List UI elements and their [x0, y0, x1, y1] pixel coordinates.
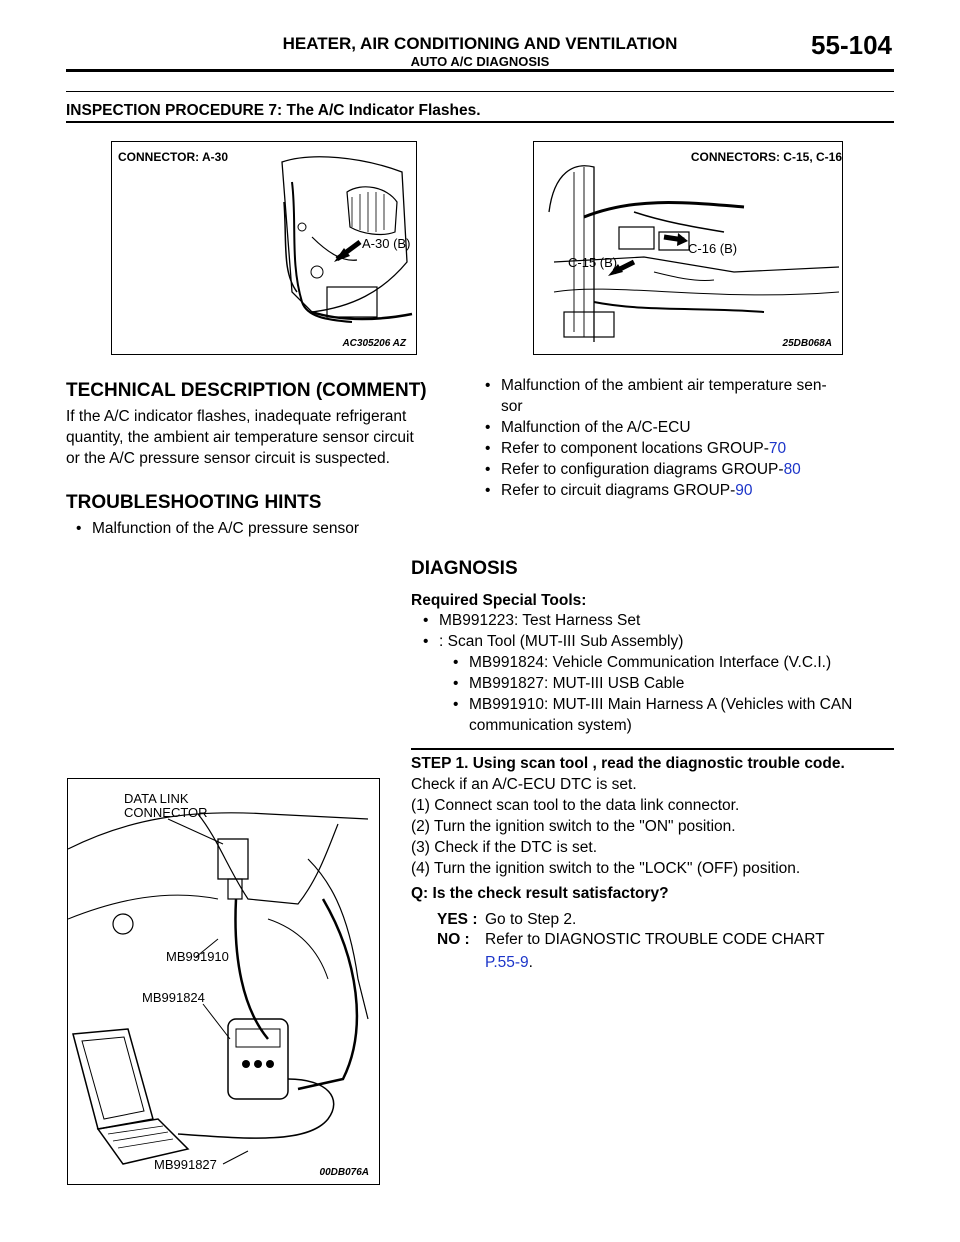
- technical-text-line1: If the A/C indicator flashes, inadequate refrigerant: [66, 408, 407, 425]
- figure-code: 25DB068A: [782, 338, 832, 349]
- page-number: 55-104: [811, 30, 892, 60]
- tool-item: • : Scan Tool (MUT-III Sub Assembly): [417, 631, 683, 652]
- step1-heading: STEP 1. Using scan tool , read the diagnostic trouble code.: [411, 755, 845, 772]
- figure-connectors-c15-c16: [533, 141, 843, 355]
- step1-substep: (4) Turn the ignition switch to the "LOCK" (OFF) position.: [411, 860, 801, 877]
- reference-text: Refer to component locations GROUP-: [501, 440, 769, 457]
- step-rule: [411, 748, 894, 750]
- figure-connector-a30: [111, 141, 417, 355]
- hint-item: • Malfunction of the A/C-ECU: [479, 417, 691, 438]
- hints-heading: TROUBLESHOOTING HINTS: [66, 492, 322, 513]
- technical-text-line2: quantity, the ambient air temperature sensor circuit: [66, 429, 414, 446]
- no-reference: [485, 952, 533, 973]
- figure-code: 00DB076A: [319, 1167, 369, 1178]
- step1-substep: (3) Check if the DTC is set.: [411, 839, 598, 856]
- dtc-chart-link[interactable]: P.55-9: [485, 954, 529, 971]
- reference-text: Refer to circuit diagrams GROUP-: [501, 482, 736, 499]
- procedure-bottom-rule: [66, 121, 894, 123]
- tool-sub-item-continuation: communication system): [469, 717, 632, 734]
- no-text: Refer to DIAGNOSTIC TROUBLE CODE CHART: [485, 931, 825, 948]
- hint-item-continuation: sor: [501, 398, 523, 415]
- reference-item: [479, 459, 801, 480]
- callout-mb991827: MB991827: [154, 1157, 217, 1172]
- diagnosis-heading: DIAGNOSIS: [411, 558, 518, 579]
- figure-scan-tool-connection: [67, 778, 380, 1185]
- tool-sub-item: • MB991824: Vehicle Communication Interface (V.C.I.): [447, 652, 831, 673]
- procedure-top-rule: [66, 91, 894, 92]
- hint-item: • Malfunction of the ambient air temperature sen-: [479, 375, 827, 396]
- reference-link-70[interactable]: 70: [768, 440, 787, 457]
- reference-item: [479, 438, 786, 459]
- figure-label: CONNECTORS: C-15, C-16: [690, 150, 842, 164]
- scan-tool-illustration: [68, 779, 379, 1184]
- reference-item: [479, 480, 753, 501]
- reference-period: .: [528, 954, 533, 971]
- hint-item: • Malfunction of the A/C pressure sensor: [70, 518, 359, 539]
- reference-text: Refer to configuration diagrams GROUP-: [501, 461, 784, 478]
- step1-substep: (2) Turn the ignition switch to the "ON" position.: [411, 818, 736, 835]
- reference-link-90[interactable]: 90: [735, 482, 753, 499]
- figure-code: AC305206 AZ: [342, 338, 406, 349]
- technical-heading: TECHNICAL DESCRIPTION (COMMENT): [66, 380, 427, 401]
- yes-text: Go to Step 2.: [485, 911, 577, 928]
- step1-substep: (1) Connect scan tool to the data link connector.: [411, 797, 740, 814]
- callout-c15: C-15 (B): [568, 255, 618, 270]
- section-title: AUTO A/C DIAGNOSIS: [410, 54, 550, 69]
- callout-mb991824: MB991824: [142, 990, 205, 1005]
- tools-heading: Required Special Tools:: [411, 592, 587, 609]
- technical-text-line3: or the A/C pressure sensor circuit is suspected.: [66, 450, 390, 467]
- tool-sub-item: • MB991910: MUT-III Main Harness A (Vehicles with CAN: [447, 694, 852, 715]
- reference-link-80[interactable]: 80: [783, 461, 801, 478]
- callout-c16: C-16 (B): [688, 241, 738, 256]
- procedure-title: INSPECTION PROCEDURE 7: The A/C Indicator Flashes.: [66, 102, 481, 119]
- figure-label: CONNECTOR: A-30: [118, 150, 229, 164]
- yes-label: YES :: [437, 911, 478, 928]
- step1-question: Q: Is the check result satisfactory?: [411, 885, 669, 902]
- data-link-label-line2: CONNECTOR: [124, 805, 208, 820]
- chapter-title: HEATER, AIR CONDITIONING AND VENTILATION: [282, 34, 678, 53]
- data-link-label-line1: DATA LINK: [124, 791, 189, 806]
- step1-intro: Check if an A/C-ECU DTC is set.: [411, 776, 637, 793]
- no-label: NO :: [437, 931, 470, 948]
- callout-mb991910: MB991910: [166, 949, 229, 964]
- tool-item: • MB991223: Test Harness Set: [417, 610, 640, 631]
- header-rule: [66, 69, 894, 72]
- callout-a30: A-30 (B): [362, 236, 411, 251]
- tool-sub-item: • MB991827: MUT-III USB Cable: [447, 673, 684, 694]
